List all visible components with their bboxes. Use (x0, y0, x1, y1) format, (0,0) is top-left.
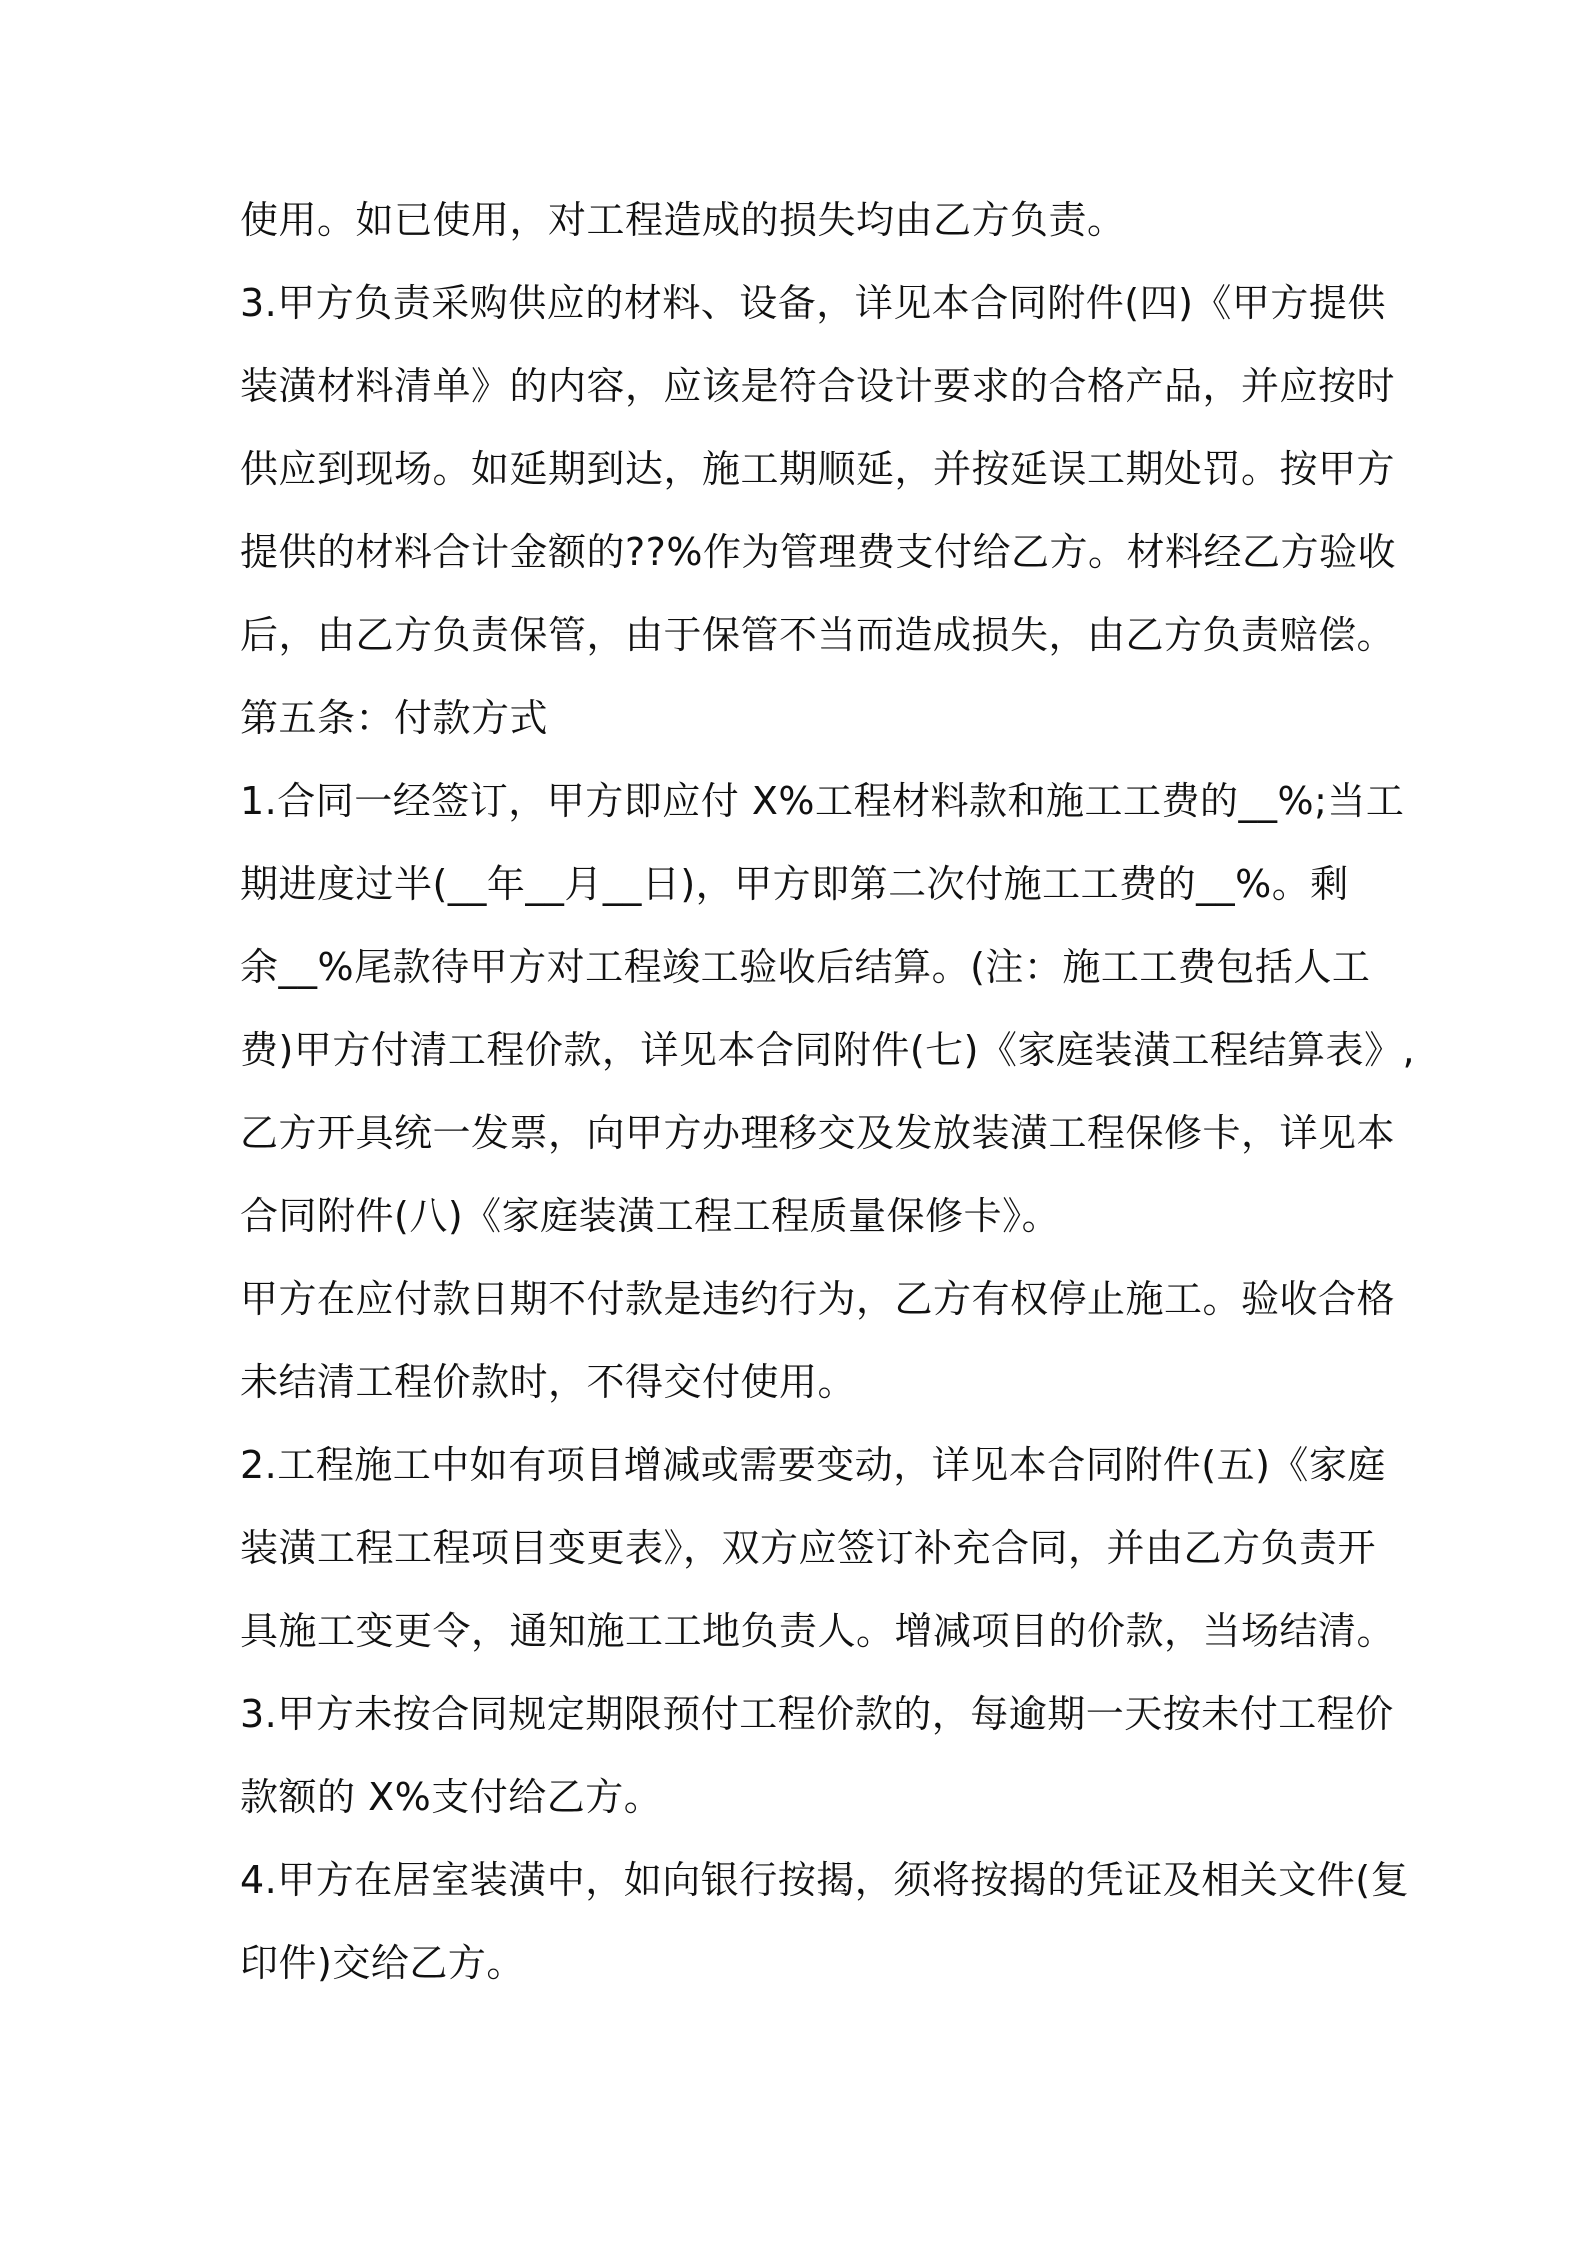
text-line: 3.甲方负责采购供应的材料、设备，详见本合同附件(四)《甲方提供 (240, 281, 1386, 325)
text-line: 具施工变更令，通知施工工地负责人。增减项目的价款，当场结清。 (240, 1609, 1396, 1653)
section-heading: 第五条：付款方式 (240, 696, 549, 740)
text-line: 4.甲方在居室装潢中，如向银行按揭，须将按揭的凭证及相关文件(复 (240, 1858, 1410, 1902)
text-line: 供应到现场。如延期到达，施工期顺延，并按延误工期处罚。按甲方 (240, 447, 1396, 491)
text-line: 3.甲方未按合同规定期限预付工程价款的，每逾期一天按未付工程价 (240, 1692, 1394, 1736)
text-line: 款额的 X%支付给乙方。 (240, 1775, 663, 1819)
text-line: 2.工程施工中如有项目增减或需要变动，详见本合同附件(五)《家庭 (240, 1443, 1386, 1487)
text-line: 未结清工程价款时，不得交付使用。 (240, 1360, 857, 1404)
text-line: 后，由乙方负责保管，由于保管不当而造成损失，由乙方负责赔偿。 (240, 613, 1396, 657)
document-body (240, 196, 1416, 2022)
text-line: 甲方在应付款日期不付款是违约行为，乙方有权停止施工。验收合格 (240, 1277, 1396, 1321)
text-line: 提供的材料合计金额的??%作为管理费支付给乙方。材料经乙方验收 (240, 530, 1396, 574)
text-line: 1.合同一经签订，甲方即应付 X%工程材料款和施工工费的__%;当工 (240, 779, 1405, 823)
text-line: 使用。如已使用，对工程造成的损失均由乙方负责。 (240, 198, 1126, 242)
text-line: 印件)交给乙方。 (240, 1941, 525, 1985)
text-line: 装潢工程工程项目变更表》，双方应签订补充合同，并由乙方负责开 (240, 1526, 1377, 1570)
text-line: 装潢材料清单》的内容，应该是符合设计要求的合格产品，并应按时 (240, 364, 1396, 408)
text-line: 期进度过半(__年__月__日)，甲方即第二次付施工工费的__%。剩 (240, 862, 1349, 906)
text-line: 合同附件(八)《家庭装潢工程工程质量保修卡》。 (240, 1194, 1061, 1238)
text-line: 余__%尾款待甲方对工程竣工验收后结算。(注：施工工费包括人工 (240, 945, 1371, 989)
text-line: 费)甲方付清工程价款，详见本合同附件(七)《家庭装潢工程结算表》, (240, 1028, 1416, 1072)
text-line: 乙方开具统一发票，向甲方办理移交及发放装潢工程保修卡，详见本 (240, 1111, 1396, 1155)
